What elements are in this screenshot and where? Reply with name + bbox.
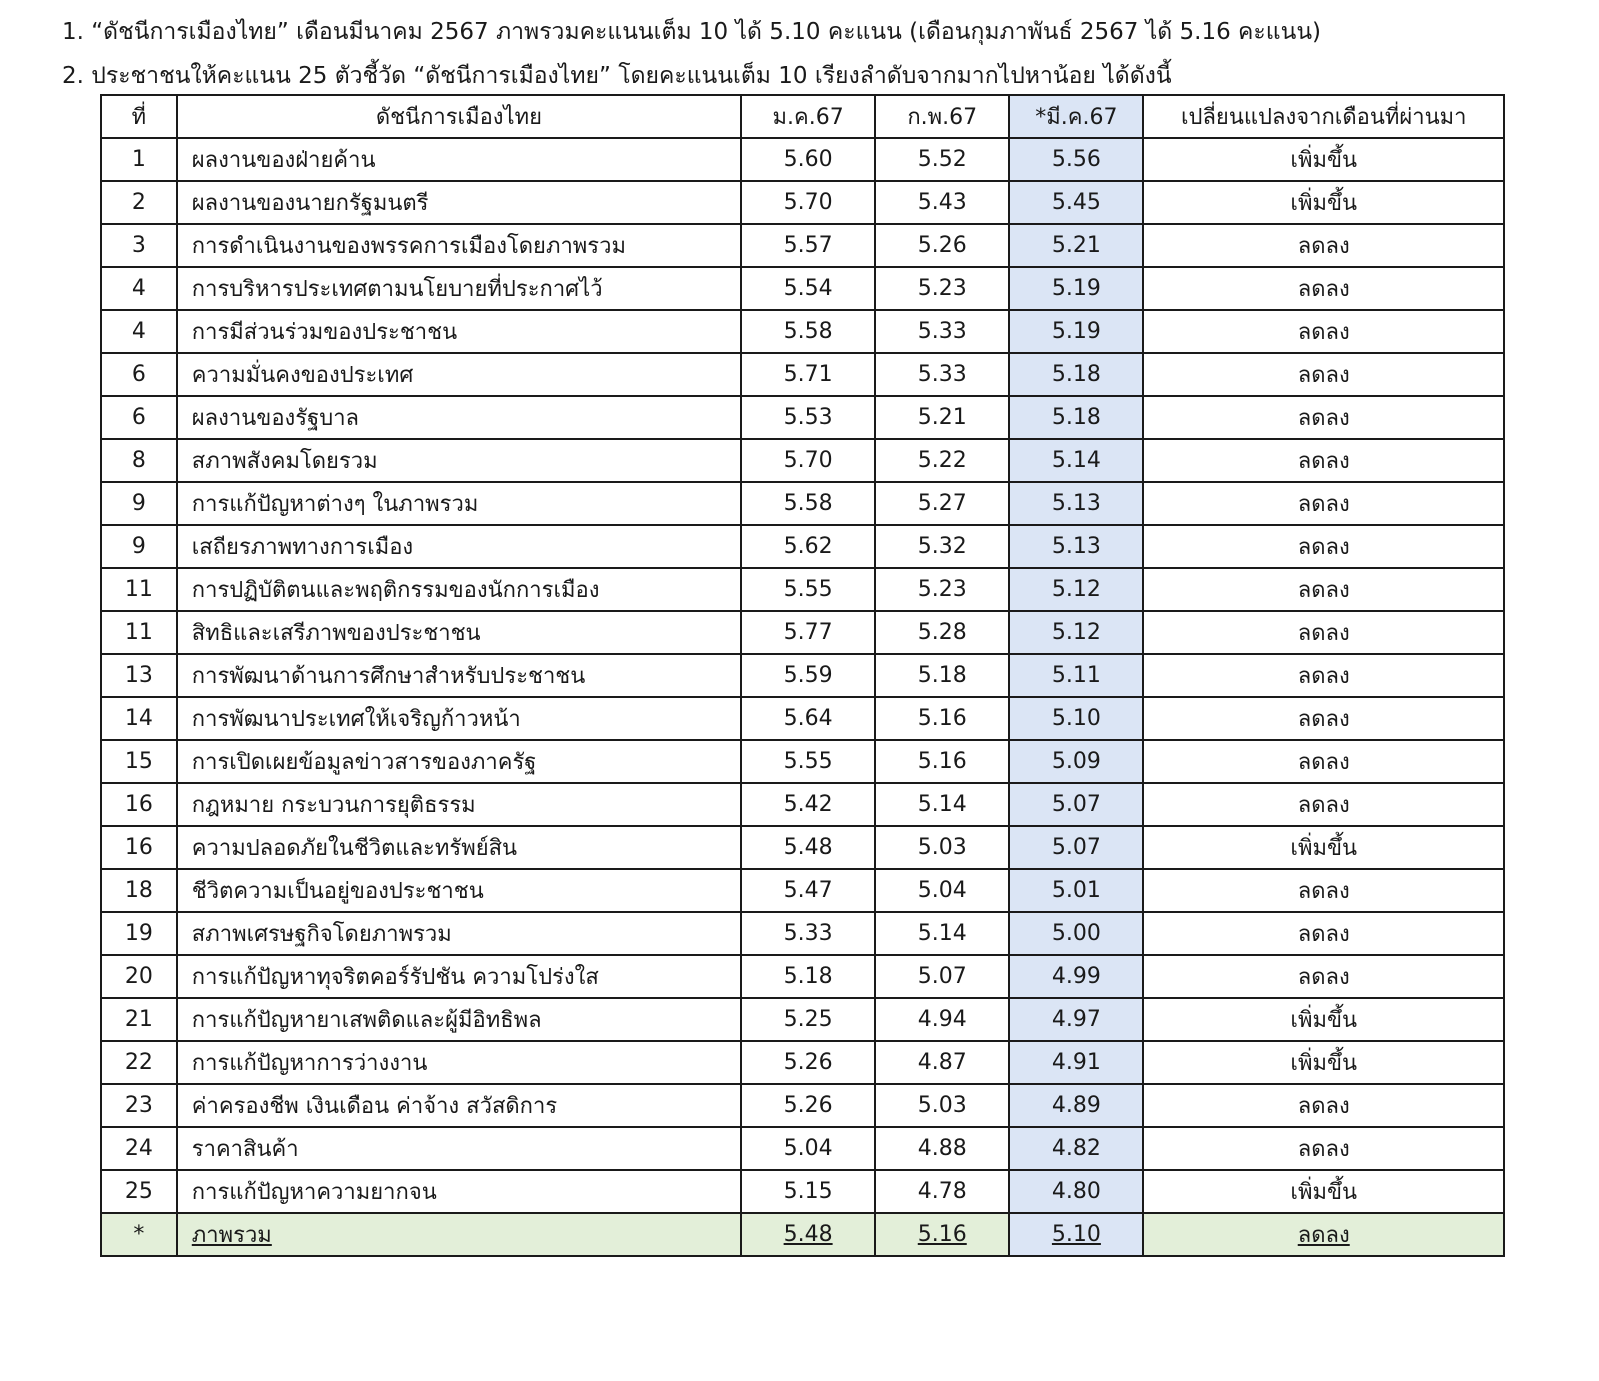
cell-feb: 5.32 xyxy=(875,525,1009,568)
cell-rank: 16 xyxy=(101,826,177,869)
cell-jan: 5.64 xyxy=(741,697,875,740)
cell-index-name: ชีวิตความเป็นอยู่ของประชาชน xyxy=(177,869,741,912)
cell-feb: 5.23 xyxy=(875,267,1009,310)
cell-mar: 4.97 xyxy=(1009,998,1143,1041)
header-index-name: ดัชนีการเมืองไทย xyxy=(177,95,741,138)
cell-rank: 21 xyxy=(101,998,177,1041)
table-row xyxy=(101,955,1504,998)
cell-index-name: การแก้ปัญหาความยากจน xyxy=(177,1170,741,1213)
cell-mar: 4.89 xyxy=(1009,1084,1143,1127)
cell-mar: 4.99 xyxy=(1009,955,1143,998)
cell-feb: 5.22 xyxy=(875,439,1009,482)
cell-change: เพิ่มขึ้น xyxy=(1143,138,1504,181)
cell-mar: 5.19 xyxy=(1009,310,1143,353)
cell-jan: 5.55 xyxy=(741,568,875,611)
cell-mar: 5.07 xyxy=(1009,783,1143,826)
cell-mar: 5.13 xyxy=(1009,525,1143,568)
cell-mar: 5.56 xyxy=(1009,138,1143,181)
cell-rank: 9 xyxy=(101,525,177,568)
cell-index-name: การแก้ปัญหายาเสพติดและผู้มีอิทธิพล xyxy=(177,998,741,1041)
cell-change: ลดลง xyxy=(1143,353,1504,396)
cell-rank: 18 xyxy=(101,869,177,912)
table-row xyxy=(101,1041,1504,1084)
cell-change: ลดลง xyxy=(1143,740,1504,783)
cell-rank: 2 xyxy=(101,181,177,224)
cell-change: ลดลง xyxy=(1143,697,1504,740)
table-row xyxy=(101,181,1504,224)
cell-index-name: ราคาสินค้า xyxy=(177,1127,741,1170)
cell-feb: 5.03 xyxy=(875,826,1009,869)
cell-feb: 5.43 xyxy=(875,181,1009,224)
cell-jan: 5.26 xyxy=(741,1041,875,1084)
cell-jan: 5.48 xyxy=(741,826,875,869)
table-row xyxy=(101,267,1504,310)
cell-index-name: การเปิดเผยข้อมูลข่าวสารของภาครัฐ xyxy=(177,740,741,783)
cell-change: ลดลง xyxy=(1143,955,1504,998)
cell-rank: 4 xyxy=(101,267,177,310)
total-cell-feb xyxy=(875,1213,1009,1256)
cell-jan: 5.53 xyxy=(741,396,875,439)
cell-index-name: สิทธิและเสรีภาพของประชาชน xyxy=(177,611,741,654)
cell-rank: 25 xyxy=(101,1170,177,1213)
table-row xyxy=(101,568,1504,611)
table-row xyxy=(101,525,1504,568)
cell-jan: 5.58 xyxy=(741,310,875,353)
table-row xyxy=(101,1127,1504,1170)
cell-feb: 5.03 xyxy=(875,1084,1009,1127)
cell-change: ลดลง xyxy=(1143,611,1504,654)
cell-jan: 5.60 xyxy=(741,138,875,181)
cell-mar: 5.07 xyxy=(1009,826,1143,869)
cell-mar: 5.45 xyxy=(1009,181,1143,224)
total-value: ภาพรวม xyxy=(191,1223,272,1248)
table-row xyxy=(101,697,1504,740)
cell-feb: 4.94 xyxy=(875,998,1009,1041)
header-feb: ก.พ.67 xyxy=(875,95,1009,138)
table-row xyxy=(101,654,1504,697)
table-row xyxy=(101,439,1504,482)
header-rank: ที่ xyxy=(101,95,177,138)
cell-rank: 23 xyxy=(101,1084,177,1127)
header-jan: ม.ค.67 xyxy=(741,95,875,138)
cell-feb: 5.28 xyxy=(875,611,1009,654)
cell-feb: 5.18 xyxy=(875,654,1009,697)
cell-jan: 5.15 xyxy=(741,1170,875,1213)
cell-change: ลดลง xyxy=(1143,224,1504,267)
intro-line-1: 1. “ดัชนีการเมืองไทย” เดือนมีนาคม 2567 ภาพรวมคะแนนเต็ม 10 ได้ 5.10 คะแนน (เดือนกุมภาพันธ์ 2567 ได้ 5.16 คะแนน) xyxy=(62,19,1322,45)
cell-jan: 5.55 xyxy=(741,740,875,783)
cell-feb: 4.87 xyxy=(875,1041,1009,1084)
cell-mar: 4.91 xyxy=(1009,1041,1143,1084)
cell-change: ลดลง xyxy=(1143,1084,1504,1127)
cell-jan: 5.47 xyxy=(741,869,875,912)
cell-mar: 5.10 xyxy=(1009,697,1143,740)
cell-feb: 5.33 xyxy=(875,353,1009,396)
cell-index-name: ความมั่นคงของประเทศ xyxy=(177,353,741,396)
cell-mar: 5.11 xyxy=(1009,654,1143,697)
cell-jan: 5.70 xyxy=(741,439,875,482)
cell-rank: 24 xyxy=(101,1127,177,1170)
cell-feb: 4.88 xyxy=(875,1127,1009,1170)
total-cell-index-name xyxy=(177,1213,741,1256)
cell-change: ลดลง xyxy=(1143,396,1504,439)
cell-change: ลดลง xyxy=(1143,439,1504,482)
total-cell-jan xyxy=(741,1213,875,1256)
cell-rank: 19 xyxy=(101,912,177,955)
cell-jan: 5.25 xyxy=(741,998,875,1041)
cell-jan: 5.26 xyxy=(741,1084,875,1127)
cell-change: ลดลง xyxy=(1143,654,1504,697)
cell-rank: 13 xyxy=(101,654,177,697)
cell-feb: 5.26 xyxy=(875,224,1009,267)
header-row xyxy=(101,95,1504,138)
table-row xyxy=(101,310,1504,353)
cell-change: ลดลง xyxy=(1143,869,1504,912)
total-cell-rank: * xyxy=(101,1213,177,1256)
cell-rank: 6 xyxy=(101,353,177,396)
cell-rank: 22 xyxy=(101,1041,177,1084)
cell-feb: 5.16 xyxy=(875,740,1009,783)
cell-feb: 5.16 xyxy=(875,697,1009,740)
cell-index-name: สภาพเศรษฐกิจโดยภาพรวม xyxy=(177,912,741,955)
cell-index-name: ผลงานของรัฐบาล xyxy=(177,396,741,439)
cell-change: เพิ่มขึ้น xyxy=(1143,998,1504,1041)
cell-feb: 5.23 xyxy=(875,568,1009,611)
cell-change: ลดลง xyxy=(1143,912,1504,955)
cell-change: เพิ่มขึ้น xyxy=(1143,1041,1504,1084)
cell-change: ลดลง xyxy=(1143,525,1504,568)
cell-index-name: การดำเนินงานของพรรคการเมืองโดยภาพรวม xyxy=(177,224,741,267)
cell-rank: 11 xyxy=(101,611,177,654)
cell-jan: 5.70 xyxy=(741,181,875,224)
cell-index-name: กฎหมาย กระบวนการยุติธรรม xyxy=(177,783,741,826)
cell-rank: 8 xyxy=(101,439,177,482)
total-cell-change xyxy=(1143,1213,1504,1256)
cell-feb: 5.14 xyxy=(875,912,1009,955)
cell-index-name: สภาพสังคมโดยรวม xyxy=(177,439,741,482)
table-row xyxy=(101,353,1504,396)
table-row xyxy=(101,482,1504,525)
cell-mar: 5.18 xyxy=(1009,353,1143,396)
cell-mar: 5.13 xyxy=(1009,482,1143,525)
cell-rank: 6 xyxy=(101,396,177,439)
cell-change: ลดลง xyxy=(1143,568,1504,611)
cell-feb: 5.21 xyxy=(875,396,1009,439)
table-row xyxy=(101,740,1504,783)
cell-change: ลดลง xyxy=(1143,310,1504,353)
table-row xyxy=(101,611,1504,654)
cell-rank: 4 xyxy=(101,310,177,353)
cell-index-name: ผลงานของฝ่ายค้าน xyxy=(177,138,741,181)
cell-feb: 5.04 xyxy=(875,869,1009,912)
total-value: 5.48 xyxy=(783,1222,833,1247)
cell-index-name: การปฏิบัติตนและพฤติกรรมของนักการเมือง xyxy=(177,568,741,611)
cell-change: เพิ่มขึ้น xyxy=(1143,1170,1504,1213)
cell-jan: 5.04 xyxy=(741,1127,875,1170)
cell-index-name: การบริหารประเทศตามนโยบายที่ประกาศไว้ xyxy=(177,267,741,310)
cell-change: ลดลง xyxy=(1143,267,1504,310)
cell-index-name: ค่าครองชีพ เงินเดือน ค่าจ้าง สวัสดิการ xyxy=(177,1084,741,1127)
cell-rank: 15 xyxy=(101,740,177,783)
cell-mar: 4.82 xyxy=(1009,1127,1143,1170)
cell-change: เพิ่มขึ้น xyxy=(1143,181,1504,224)
cell-jan: 5.62 xyxy=(741,525,875,568)
cell-change: ลดลง xyxy=(1143,1127,1504,1170)
cell-jan: 5.42 xyxy=(741,783,875,826)
cell-jan: 5.77 xyxy=(741,611,875,654)
total-cell-mar xyxy=(1009,1213,1143,1256)
cell-index-name: การมีส่วนร่วมของประชาชน xyxy=(177,310,741,353)
cell-mar: 5.19 xyxy=(1009,267,1143,310)
cell-jan: 5.59 xyxy=(741,654,875,697)
table-row xyxy=(101,998,1504,1041)
cell-index-name: การแก้ปัญหาการว่างงาน xyxy=(177,1041,741,1084)
cell-rank: 11 xyxy=(101,568,177,611)
cell-index-name: การแก้ปัญหาทุจริตคอร์รัปชัน ความโปร่งใส xyxy=(177,955,741,998)
cell-feb: 5.07 xyxy=(875,955,1009,998)
total-value: ลดลง xyxy=(1297,1223,1350,1248)
cell-jan: 5.18 xyxy=(741,955,875,998)
header-mar: *มี.ค.67 xyxy=(1009,95,1143,138)
cell-change: ลดลง xyxy=(1143,482,1504,525)
table-row xyxy=(101,224,1504,267)
total-value: 5.10 xyxy=(1051,1222,1101,1247)
cell-jan: 5.54 xyxy=(741,267,875,310)
cell-jan: 5.33 xyxy=(741,912,875,955)
cell-rank: 3 xyxy=(101,224,177,267)
intro-line-2: 2. ประชาชนให้คะแนน 25 ตัวชี้วัด “ดัชนีการเมืองไทย” โดยคะแนนเต็ม 10 เรียงลำดับจากมากไปหาน้อย ได้ดังนี้ xyxy=(62,63,1172,89)
cell-index-name: การพัฒนาประเทศให้เจริญก้าวหน้า xyxy=(177,697,741,740)
cell-rank: 14 xyxy=(101,697,177,740)
cell-mar: 5.09 xyxy=(1009,740,1143,783)
cell-index-name: เสถียรภาพทางการเมือง xyxy=(177,525,741,568)
table-row xyxy=(101,396,1504,439)
cell-feb: 5.52 xyxy=(875,138,1009,181)
cell-rank: 9 xyxy=(101,482,177,525)
table-row xyxy=(101,783,1504,826)
cell-jan: 5.71 xyxy=(741,353,875,396)
cell-index-name: ผลงานของนายกรัฐมนตรี xyxy=(177,181,741,224)
table-row xyxy=(101,826,1504,869)
cell-mar: 5.21 xyxy=(1009,224,1143,267)
table-row xyxy=(101,138,1504,181)
cell-change: ลดลง xyxy=(1143,783,1504,826)
cell-mar: 5.14 xyxy=(1009,439,1143,482)
cell-mar: 5.12 xyxy=(1009,568,1143,611)
cell-jan: 5.57 xyxy=(741,224,875,267)
cell-index-name: ความปลอดภัยในชีวิตและทรัพย์สิน xyxy=(177,826,741,869)
cell-rank: 1 xyxy=(101,138,177,181)
table-row xyxy=(101,869,1504,912)
table-row xyxy=(101,1084,1504,1127)
cell-feb: 5.27 xyxy=(875,482,1009,525)
cell-feb: 5.33 xyxy=(875,310,1009,353)
cell-mar: 5.01 xyxy=(1009,869,1143,912)
cell-jan: 5.58 xyxy=(741,482,875,525)
header-change: เปลี่ยนแปลงจากเดือนที่ผ่านมา xyxy=(1143,95,1504,138)
total-value: 5.16 xyxy=(917,1222,967,1247)
cell-rank: 20 xyxy=(101,955,177,998)
cell-index-name: การแก้ปัญหาต่างๆ ในภาพรวม xyxy=(177,482,741,525)
politics-index-table xyxy=(100,94,1505,1257)
cell-mar: 5.18 xyxy=(1009,396,1143,439)
cell-feb: 4.78 xyxy=(875,1170,1009,1213)
table-row xyxy=(101,1170,1504,1213)
total-row xyxy=(101,1213,1504,1256)
cell-rank: 16 xyxy=(101,783,177,826)
table-row xyxy=(101,912,1504,955)
cell-change: เพิ่มขึ้น xyxy=(1143,826,1504,869)
cell-mar: 5.12 xyxy=(1009,611,1143,654)
cell-index-name: การพัฒนาด้านการศึกษาสำหรับประชาชน xyxy=(177,654,741,697)
cell-mar: 5.00 xyxy=(1009,912,1143,955)
cell-mar: 4.80 xyxy=(1009,1170,1143,1213)
cell-feb: 5.14 xyxy=(875,783,1009,826)
